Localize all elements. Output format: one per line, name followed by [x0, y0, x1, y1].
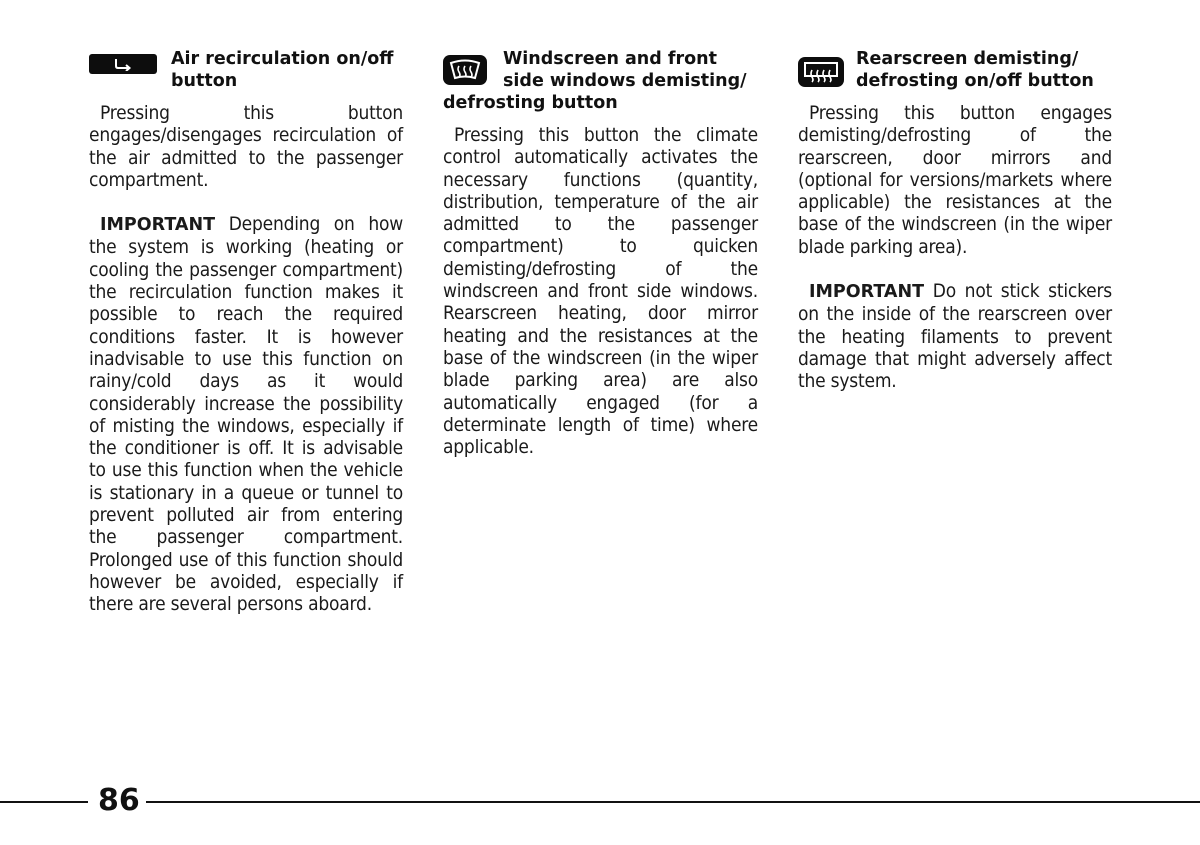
body-paragraph — [443, 124, 758, 458]
important-text: Depending on how the system is working (heating or cooling the passenger compartment) the recirculation function makes it possible to reach the required conditions faster. It is however inadvisable to use this function on rainy/cold days as it would considerably increase the possibility of misting the windows, especially if the conditioner is off. It is advisable to use this function when the vehicle is stationary in a queue or tunnel to prevent polluted air from entering the passenger compartment. Prolonged use of this function should however be avoided, especially if there are several persons aboard. — [89, 213, 403, 616]
paragraph-text: Pressing this button engages demisting/defrosting of the rearscreen, door mirrors and (optional for versions/markets where applicable) the resistances at the base of the windscreen (in the wiper blade parking area). — [798, 102, 1112, 258]
heading-text: Windscreen and front side windows demisting/ defrosting button — [443, 49, 747, 113]
body-paragraph — [798, 102, 1112, 258]
important-label: IMPORTANT — [809, 282, 925, 303]
section-heading — [89, 48, 403, 92]
heading-text: Rearscreen demisting/ defrosting on/off button — [856, 49, 1094, 91]
page-number: 86 — [98, 783, 140, 818]
footer-rule-right — [146, 801, 1200, 803]
body-paragraph — [89, 102, 403, 191]
section-heading — [798, 48, 1112, 92]
column-rearscreen-demisting — [798, 48, 1112, 393]
rearscreen-demist-icon — [798, 57, 844, 87]
important-note — [798, 280, 1112, 392]
column-windscreen-demisting — [443, 48, 758, 458]
column-air-recirculation — [89, 48, 403, 616]
air-recirculation-icon — [89, 54, 157, 74]
important-label: IMPORTANT — [100, 215, 216, 236]
important-note — [89, 213, 403, 615]
important-text: Do not stick stickers on the inside of the rearscreen over the heating filaments to prevent damage that might adversely affect the system. — [798, 280, 1112, 393]
footer-rule-left — [0, 801, 88, 803]
section-heading — [443, 48, 758, 114]
windscreen-demist-icon — [443, 55, 487, 85]
paragraph-text: Pressing this button engages/disengages recirculation of the air admitted to the passenger compartment. — [89, 102, 403, 191]
paragraph-text: Pressing this button the climate control automatically activates the necessary functions (quantity, distribution, temperature of the air admitted to the passenger compartment) to quicken demisting/defrosting of the windscreen and front side windows. Rearscreen heating, door mirror heating and the resistances at the base of the windscreen (in the wiper blade parking area) are also automatically engaged (for a determinate length of time) where applicable. — [443, 124, 758, 459]
heading-text: Air recirculation on/off button — [171, 49, 394, 91]
